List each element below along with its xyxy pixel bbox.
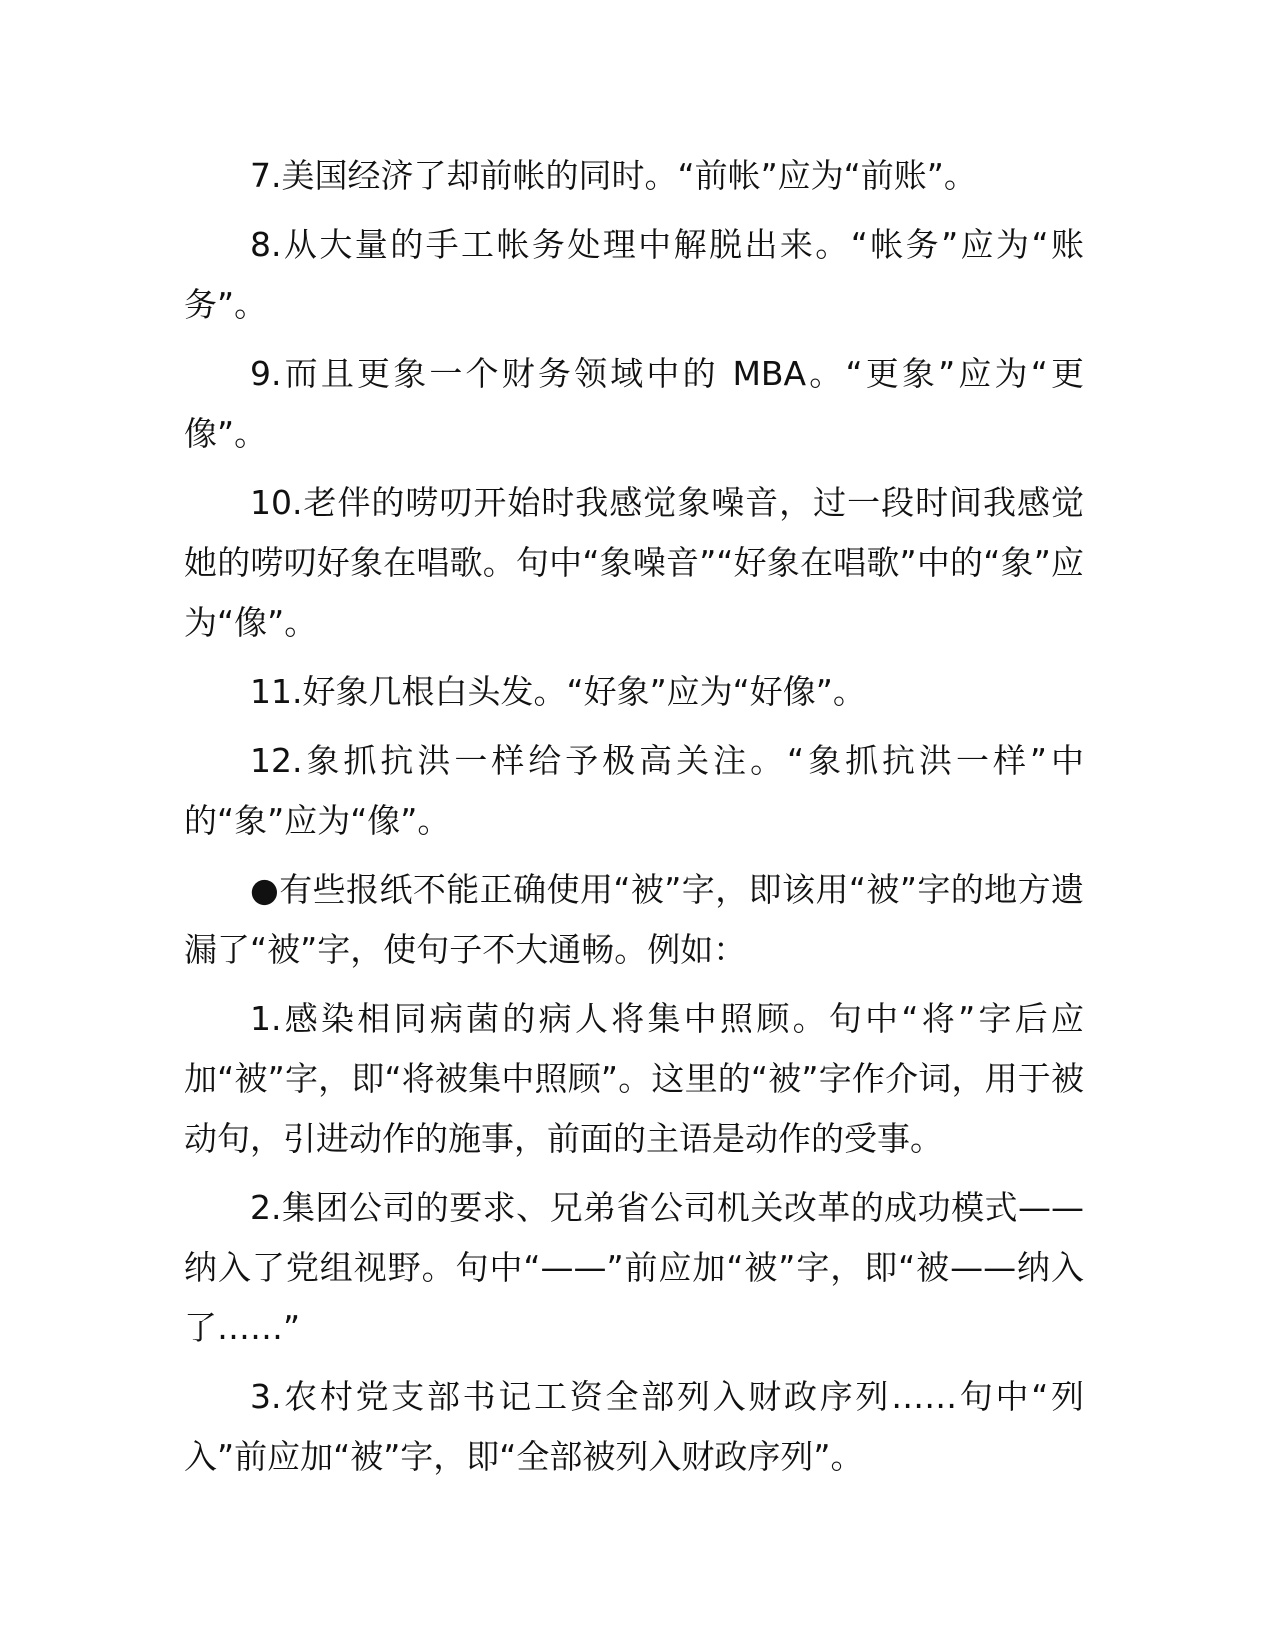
paragraph-item-8: 8.从大量的手工帐务处理中解脱出来。“帐务”应为“账务”。 bbox=[184, 225, 1084, 324]
paragraph-item-2: 2.集团公司的要求、兄弟省公司机关改革的成功模式——纳入了党组视野。句中“——”前应加“被”字，即“被——纳入了……” bbox=[184, 1188, 1084, 1347]
paragraph-item-12: 12.象抓抗洪一样给予极高关注。“象抓抗洪一样”中的“象”应为“像”。 bbox=[184, 741, 1084, 840]
document-page bbox=[184, 146, 1084, 1496]
paragraph-item-9: 9.而且更象一个财务领域中的 MBA。“更象”应为“更像”。 bbox=[184, 354, 1084, 453]
paragraph-item-3: 3.农村党支部书记工资全部列入财政序列……句中“列入”前应加“被”字，即“全部被列入财政序列”。 bbox=[184, 1377, 1084, 1476]
paragraph-item-1: 1.感染相同病菌的病人将集中照顾。句中“将”字后应加“被”字，即“将被集中照顾”。这里的“被”字作介词，用于被动句，引进动作的施事，前面的主语是动作的受事。 bbox=[184, 999, 1084, 1158]
paragraph-item-11: 11.好象几根白头发。“好象”应为“好像”。 bbox=[250, 672, 866, 711]
section-intro-bei: ●有些报纸不能正确使用“被”字，即该用“被”字的地方遗漏了“被”字，使句子不大通畅。例如： bbox=[184, 870, 1084, 969]
paragraph-item-10: 10.老伴的唠叨开始时我感觉象噪音，过一段时间我感觉她的唠叨好象在唱歌。句中“象噪音”“好象在唱歌”中的“象”应为“像”。 bbox=[184, 483, 1084, 642]
paragraph-item-7: 7.美国经济了却前帐的同时。“前帐”应为“前账”。 bbox=[250, 156, 977, 195]
